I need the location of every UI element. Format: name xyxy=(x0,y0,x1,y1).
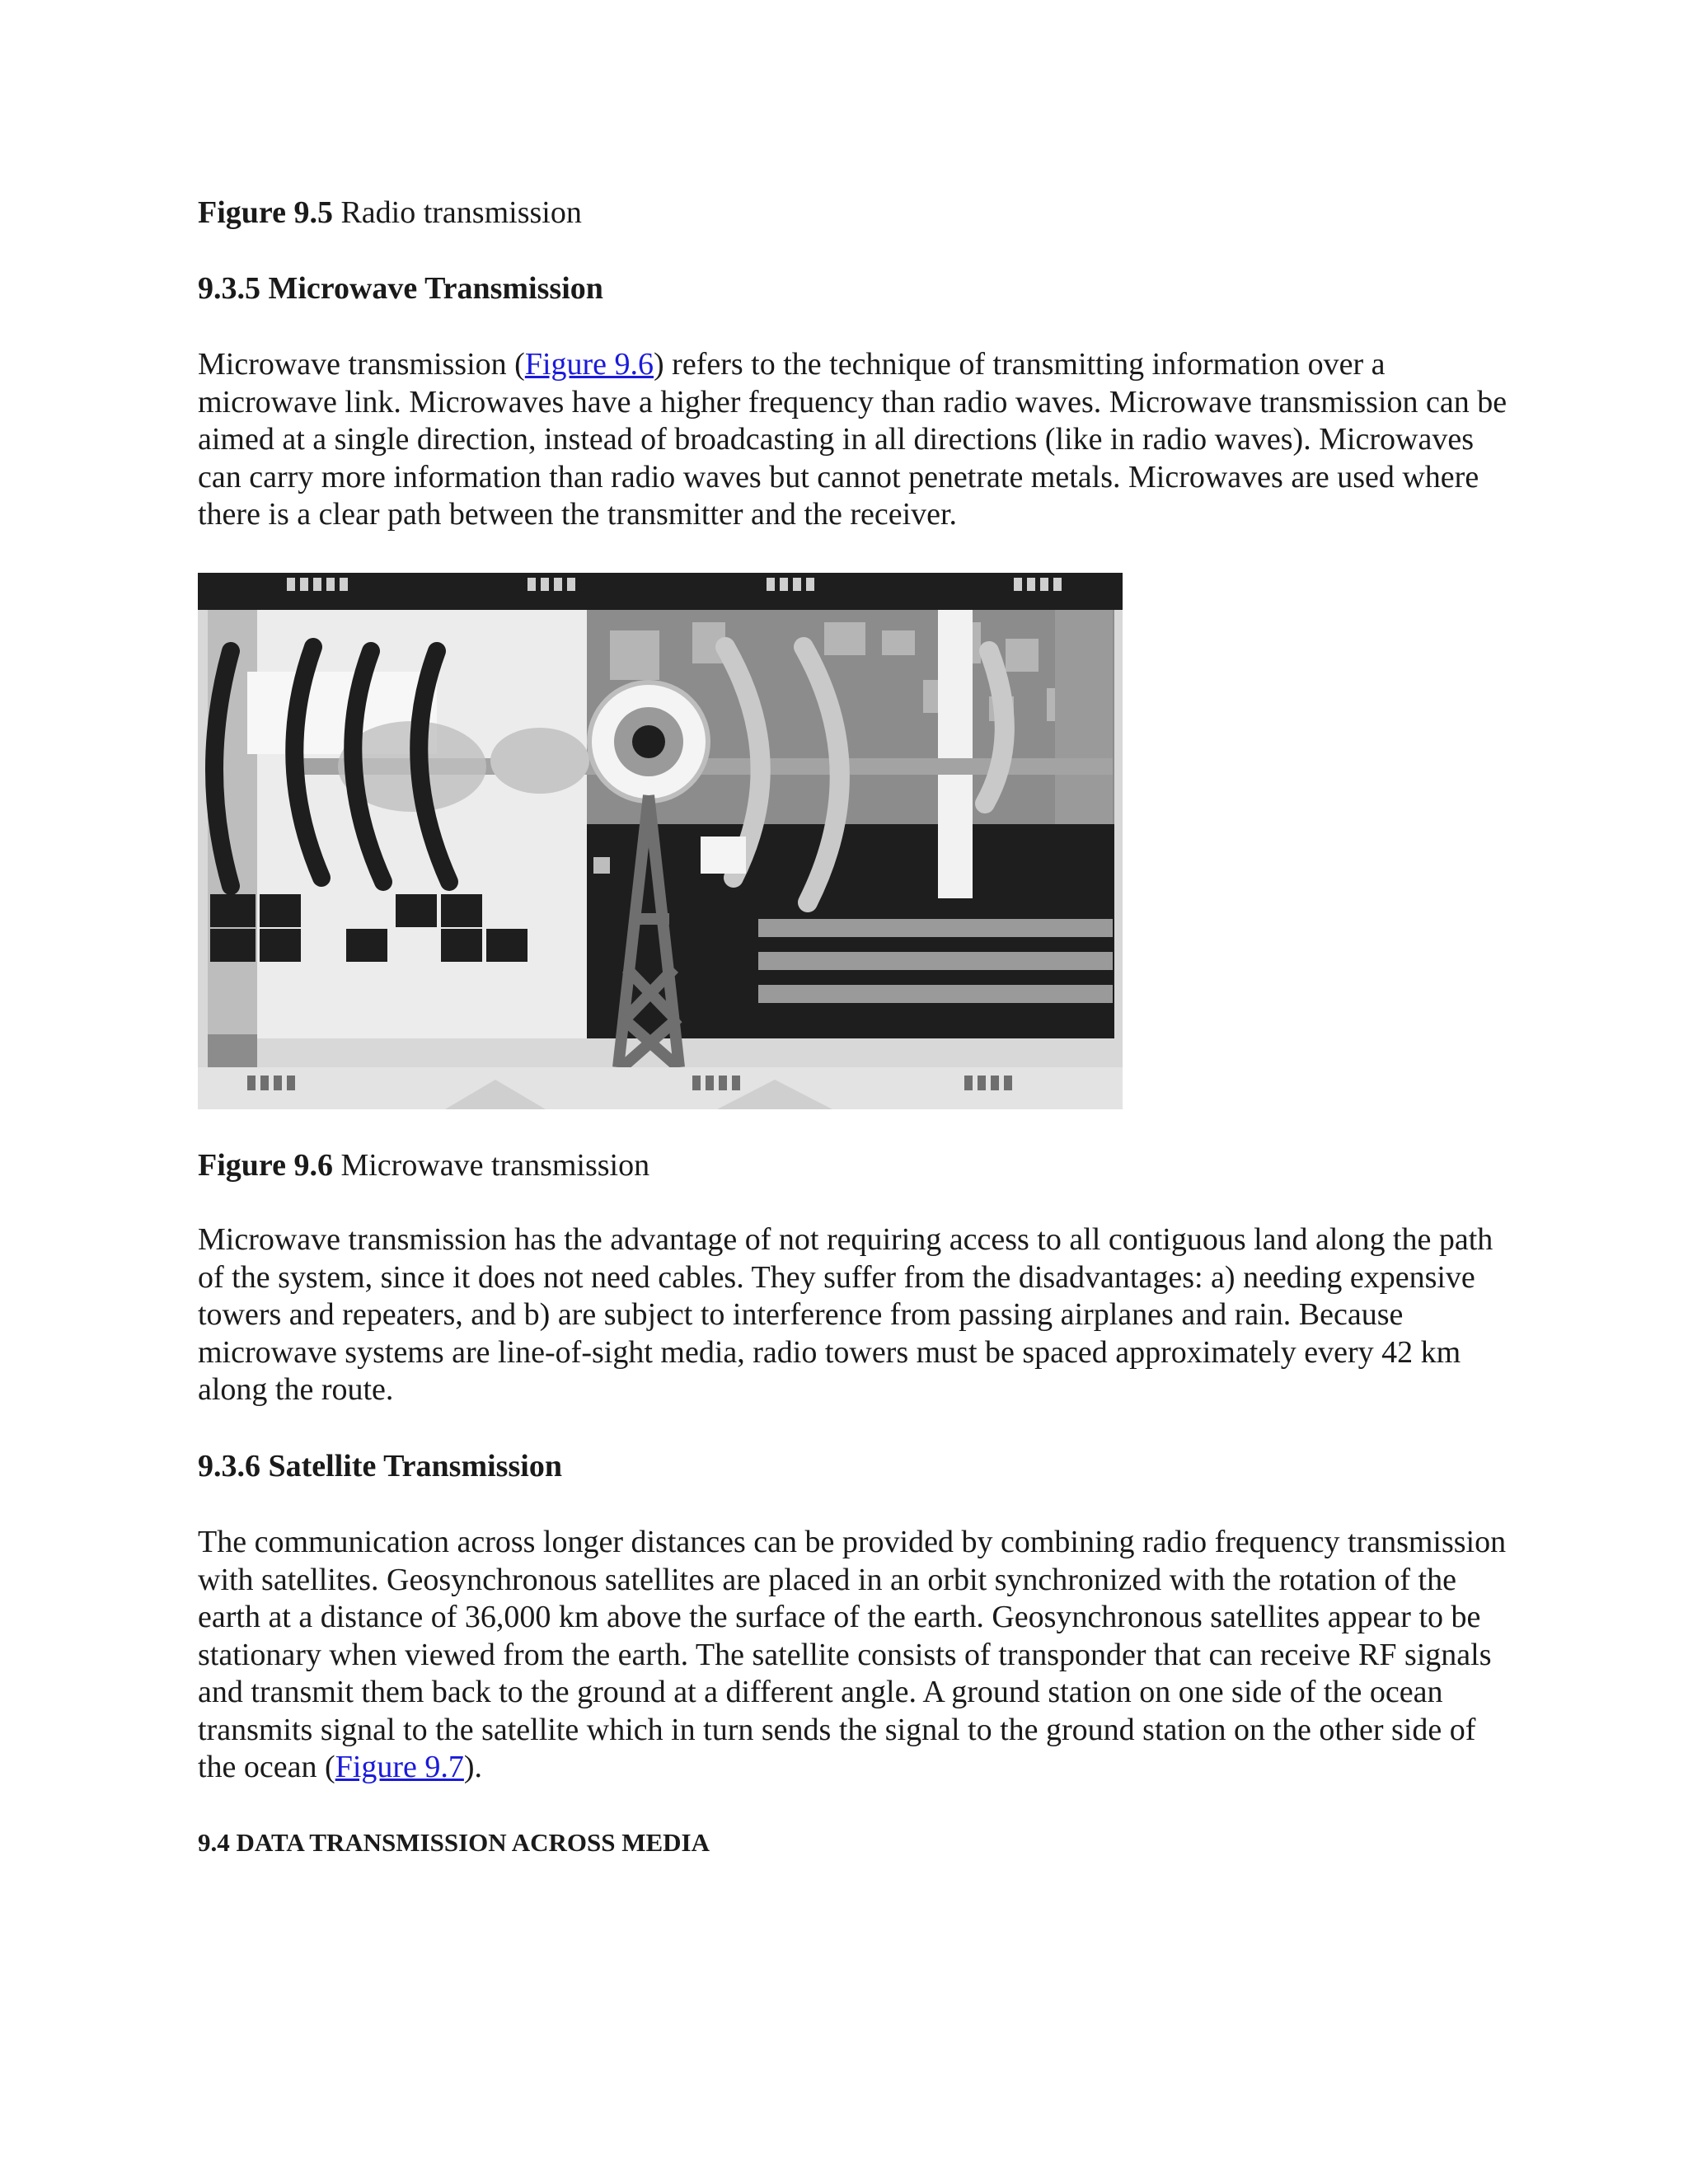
paragraph-microwave-intro xyxy=(198,346,1517,534)
figure-label: Figure 9.5 xyxy=(198,195,333,230)
section-heading-9-3-5: 9.3.5 Microwave Transmission xyxy=(198,271,603,306)
section-heading-9-4: 9.4 DATA TRANSMISSION ACROSS MEDIA xyxy=(198,1828,710,1857)
paragraph-text: Microwave transmission ( xyxy=(198,347,525,382)
paragraph-text: ) refers to the technique of transmitting information over a microwave link. Microwaves have a higher frequency than radio waves. Microwave transmission can be aimed at a single direction, instead of broadcasting in all directions (like in radio waves). Microwaves can carry more information than radio waves but cannot penetrate metals. Microwaves are used where there is a clear path between the transmitter and the receiver. xyxy=(198,347,1507,532)
microwave-tower-illustration xyxy=(198,573,1123,1109)
figure-caption-text: Radio transmission xyxy=(332,195,582,230)
section-heading-9-3-6: 9.3.6 Satellite Transmission xyxy=(198,1449,562,1483)
figure-label: Figure 9.6 xyxy=(198,1148,333,1183)
paragraph-text: The communication across longer distances can be provided by combining radio frequency transmission with satellites. Geosynchronous satellites are placed in an orbit synchronized with the rotation of the earth at a distance of 36,000 km above the surface of the earth. Geosynchronous satellites appear to be stationary when viewed from the earth. The satellite consists of transponder that can receive RF signals and transmit them back to the ground at a different angle. A ground station on one side of the ocean transmits signal to the satellite which in turn sends the signal to the ground station on the other side of the ocean ( xyxy=(198,1525,1507,1784)
figure-caption-text: Microwave transmission xyxy=(332,1148,650,1183)
paragraph-microwave-advantages: Microwave transmission has the advantage of not requiring access to all contiguous land along the path of the system, since it does not need cables. They suffer from the disadvantages: a) needing expensive towers and repeaters, and b) are subject to interference from passing airplanes and rain. Because microwave systems are line-of-sight media, radio towers must be spaced approximately every 42 km along the route. xyxy=(198,1222,1493,1407)
paragraph-satellite xyxy=(198,1524,1517,1787)
paragraph-text: ). xyxy=(463,1750,483,1784)
figure-9-6-link[interactable]: Figure 9.6 xyxy=(524,347,654,382)
figure-9-7-link[interactable]: Figure 9.7 xyxy=(335,1750,464,1784)
figure-9-5-caption xyxy=(198,194,582,232)
microwave-transmission-figure xyxy=(198,573,1123,1109)
figure-9-6-caption xyxy=(198,1147,649,1184)
